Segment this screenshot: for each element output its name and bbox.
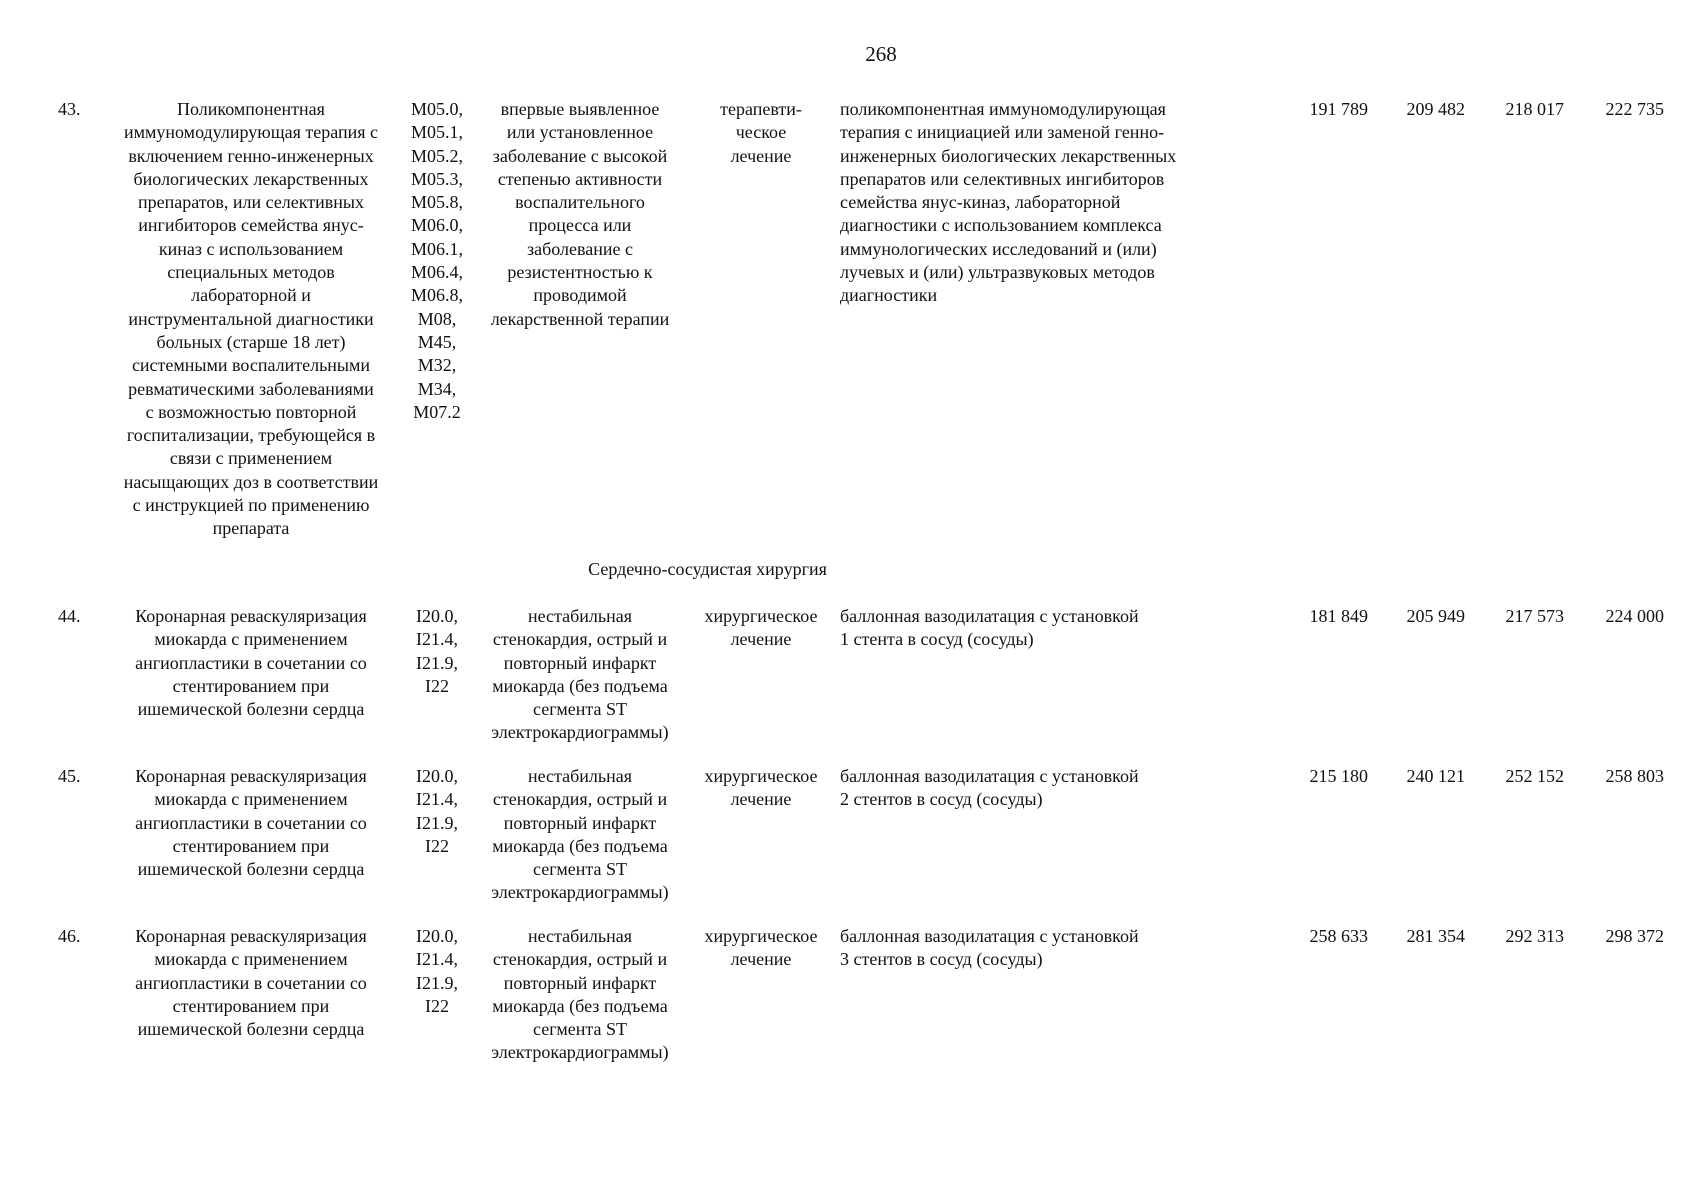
text-line: повторный инфаркт <box>503 652 657 673</box>
text-line: сегмента ST <box>533 699 627 720</box>
text-line: ревматическими заболеваниями <box>128 378 374 399</box>
text-line: сегмента ST <box>533 859 627 880</box>
text-line: I22 <box>425 835 449 856</box>
text-line: нестабильная <box>527 766 633 786</box>
cost-value-1: 191 789 <box>1309 99 1368 119</box>
treatment-type <box>690 925 832 972</box>
text-line: 3 стентов в сосуд (сосуды) <box>840 949 1043 970</box>
intervention-name <box>102 925 400 1041</box>
text-line: семейства янус-киназ, лабораторной <box>840 192 1121 213</box>
text-line: хирургическое <box>704 766 818 786</box>
icd-codes <box>400 98 474 424</box>
text-line: стентированием при <box>172 835 330 856</box>
text-line: M34, <box>417 378 457 399</box>
text-line: степенью активности <box>497 168 663 189</box>
text-line: хирургическое <box>704 606 818 626</box>
text-line: препаратов или селективных ингибиторов <box>840 168 1165 189</box>
text-line: диагностики <box>840 285 938 306</box>
text-line: I20.0, <box>416 766 458 786</box>
disease-model <box>474 765 686 905</box>
row-number: 44. <box>58 606 81 626</box>
text-line: M05.1, <box>410 122 463 143</box>
text-line: M05.8, <box>410 192 463 213</box>
intervention-name <box>102 765 400 881</box>
text-line: лабораторной и <box>191 285 311 306</box>
text-line: нестабильная <box>527 926 633 946</box>
text-line: насыщающих доз в соответствии <box>123 471 379 492</box>
section-title: Сердечно-сосудистая хирургия <box>588 559 827 579</box>
text-line: связи с применением <box>169 448 333 469</box>
text-line: 1 стента в сосуд (сосуды) <box>840 629 1034 650</box>
text-line: стентированием при <box>172 995 330 1016</box>
text-line: включением генно-инженерных <box>128 145 374 166</box>
cost-value-4: 224 000 <box>1605 606 1664 626</box>
text-line: Коронарная реваскуляризация <box>135 766 367 786</box>
cost-value-3: 252 152 <box>1505 766 1564 786</box>
text-line: биологических лекарственных <box>133 168 369 189</box>
text-line: или установленное <box>506 122 654 143</box>
text-line: киназ с использованием <box>158 238 344 259</box>
text-line: I20.0, <box>416 606 458 626</box>
text-line: с возможностью повторной <box>145 401 357 422</box>
text-line: M05.0, <box>410 99 463 119</box>
text-line: M08, <box>417 308 457 329</box>
text-line: Коронарная реваскуляризация <box>135 606 367 626</box>
text-line: лучевых и (или) ультразвуковых методов <box>840 262 1155 283</box>
text-line: инженерных биологических лекарственных <box>840 145 1177 166</box>
text-line: миокарда (без подъема <box>492 995 668 1016</box>
text-line: ишемической болезни сердца <box>137 699 365 720</box>
text-line: с инструкцией по применению <box>132 495 370 516</box>
treatment-type <box>690 605 832 652</box>
cost-value-3: 217 573 <box>1505 606 1564 626</box>
cost-value-2: 209 482 <box>1406 99 1465 119</box>
text-line: проводимой <box>533 285 627 306</box>
text-line: лекарственной терапии <box>490 308 670 329</box>
text-line: воспалительного <box>515 192 645 213</box>
text-line: заболевание с высокой <box>492 145 668 166</box>
text-line: лечение <box>730 629 792 650</box>
row-number: 46. <box>58 926 81 946</box>
text-line: стенокардия, острый и <box>492 789 668 810</box>
text-line: миокарда (без подъема <box>492 675 668 696</box>
text-line: M32, <box>417 355 457 376</box>
text-line: повторный инфаркт <box>503 972 657 993</box>
cost-value-4: 258 803 <box>1605 766 1664 786</box>
cost-value-2: 281 354 <box>1406 926 1465 946</box>
text-line: стенокардия, острый и <box>492 629 668 650</box>
cost-value-4: 222 735 <box>1605 99 1664 119</box>
cost-value-2: 205 949 <box>1406 606 1465 626</box>
text-line: хирургическое <box>704 926 818 946</box>
text-line: M06.1, <box>410 238 463 259</box>
treatment-method <box>840 925 1240 972</box>
text-line: I22 <box>425 995 449 1016</box>
text-line: ангиопластики в сочетании со <box>135 972 367 993</box>
icd-codes <box>400 765 474 858</box>
icd-codes <box>400 925 474 1018</box>
text-line: ингибиторов семейства янус- <box>138 215 364 236</box>
text-line: M45, <box>417 331 457 352</box>
text-line: Поликомпонентная <box>177 99 325 119</box>
text-line: диагностики с использованием комплекса <box>840 215 1162 236</box>
text-line: процесса или <box>528 215 632 236</box>
text-line: терапевти- <box>720 99 802 119</box>
text-line: ангиопластики в сочетании со <box>135 812 367 833</box>
text-line: I21.4, <box>416 789 458 810</box>
text-line: M06.4, <box>410 262 463 283</box>
cost-value-3: 218 017 <box>1505 99 1564 119</box>
text-line: электрокардиограммы) <box>491 1042 669 1063</box>
text-line: резистентностью к <box>507 262 653 283</box>
text-line: ангиопластики в сочетании со <box>135 652 367 673</box>
text-line: 2 стентов в сосуд (сосуды) <box>840 789 1043 810</box>
text-line: миокарда с применением <box>154 789 348 810</box>
text-line: I21.4, <box>416 629 458 650</box>
disease-model <box>474 925 686 1065</box>
text-line: сегмента ST <box>533 1019 627 1040</box>
text-line: препаратов, или селективных <box>137 192 365 213</box>
cost-value-1: 258 633 <box>1309 926 1368 946</box>
text-line: лечение <box>730 789 792 810</box>
text-line: миокарда с применением <box>154 629 348 650</box>
text-line: специальных методов <box>167 262 335 283</box>
text-line: M07.2 <box>413 401 461 422</box>
text-line: I21.9, <box>416 972 458 993</box>
row-number: 43. <box>58 99 81 119</box>
cost-value-3: 292 313 <box>1505 926 1564 946</box>
treatment-method <box>840 765 1240 812</box>
text-line: электрокардиограммы) <box>491 882 669 903</box>
text-line: иммуномодулирующая терапия с <box>123 122 379 143</box>
text-line: системными воспалительными <box>131 355 371 376</box>
text-line: поликомпонентная иммуномодулирующая <box>840 99 1166 119</box>
cost-value-2: 240 121 <box>1406 766 1465 786</box>
text-line: лечение <box>730 145 792 166</box>
text-line: лечение <box>730 949 792 970</box>
text-line: стентированием при <box>172 675 330 696</box>
row-number: 45. <box>58 766 81 786</box>
text-line: стенокардия, острый и <box>492 949 668 970</box>
text-line: госпитализации, требующейся в <box>126 425 376 446</box>
text-line: I20.0, <box>416 926 458 946</box>
text-line: миокарда с применением <box>154 949 348 970</box>
cost-value-1: 181 849 <box>1309 606 1368 626</box>
intervention-name <box>102 605 400 721</box>
text-line: инструментальной диагностики <box>128 308 374 329</box>
treatment-method <box>840 605 1240 652</box>
text-line: препарата <box>212 518 290 539</box>
text-line: терапия с инициацией или заменой генно- <box>840 122 1165 143</box>
disease-model <box>474 98 686 331</box>
cost-value-4: 298 372 <box>1605 926 1664 946</box>
text-line: M06.8, <box>410 285 463 306</box>
treatment-method <box>840 98 1240 308</box>
text-line: электрокардиограммы) <box>491 722 669 743</box>
text-line: I21.9, <box>416 652 458 673</box>
text-line: повторный инфаркт <box>503 812 657 833</box>
text-line: баллонная вазодилатация с установкой <box>840 606 1139 626</box>
text-line: ческое <box>735 122 787 143</box>
text-line: иммунологических исследований и (или) <box>840 238 1157 259</box>
cost-value-1: 215 180 <box>1309 766 1368 786</box>
text-line: I21.9, <box>416 812 458 833</box>
text-line: M05.3, <box>410 168 463 189</box>
text-line: больных (старше 18 лет) <box>156 331 346 352</box>
text-line: миокарда (без подъема <box>492 835 668 856</box>
text-line: ишемической болезни сердца <box>137 1019 365 1040</box>
text-line: баллонная вазодилатация с установкой <box>840 766 1139 786</box>
icd-codes <box>400 605 474 698</box>
treatment-type <box>690 765 832 812</box>
text-line: I22 <box>425 675 449 696</box>
text-line: нестабильная <box>527 606 633 626</box>
intervention-name <box>102 98 400 541</box>
page-number: 268 <box>865 42 897 66</box>
text-line: ишемической болезни сердца <box>137 859 365 880</box>
treatment-type <box>690 98 832 168</box>
disease-model <box>474 605 686 745</box>
text-line: M05.2, <box>410 145 463 166</box>
text-line: M06.0, <box>410 215 463 236</box>
text-line: заболевание с <box>527 238 633 259</box>
text-line: впервые выявленное <box>500 99 660 119</box>
text-line: баллонная вазодилатация с установкой <box>840 926 1139 946</box>
text-line: Коронарная реваскуляризация <box>135 926 367 946</box>
text-line: I21.4, <box>416 949 458 970</box>
